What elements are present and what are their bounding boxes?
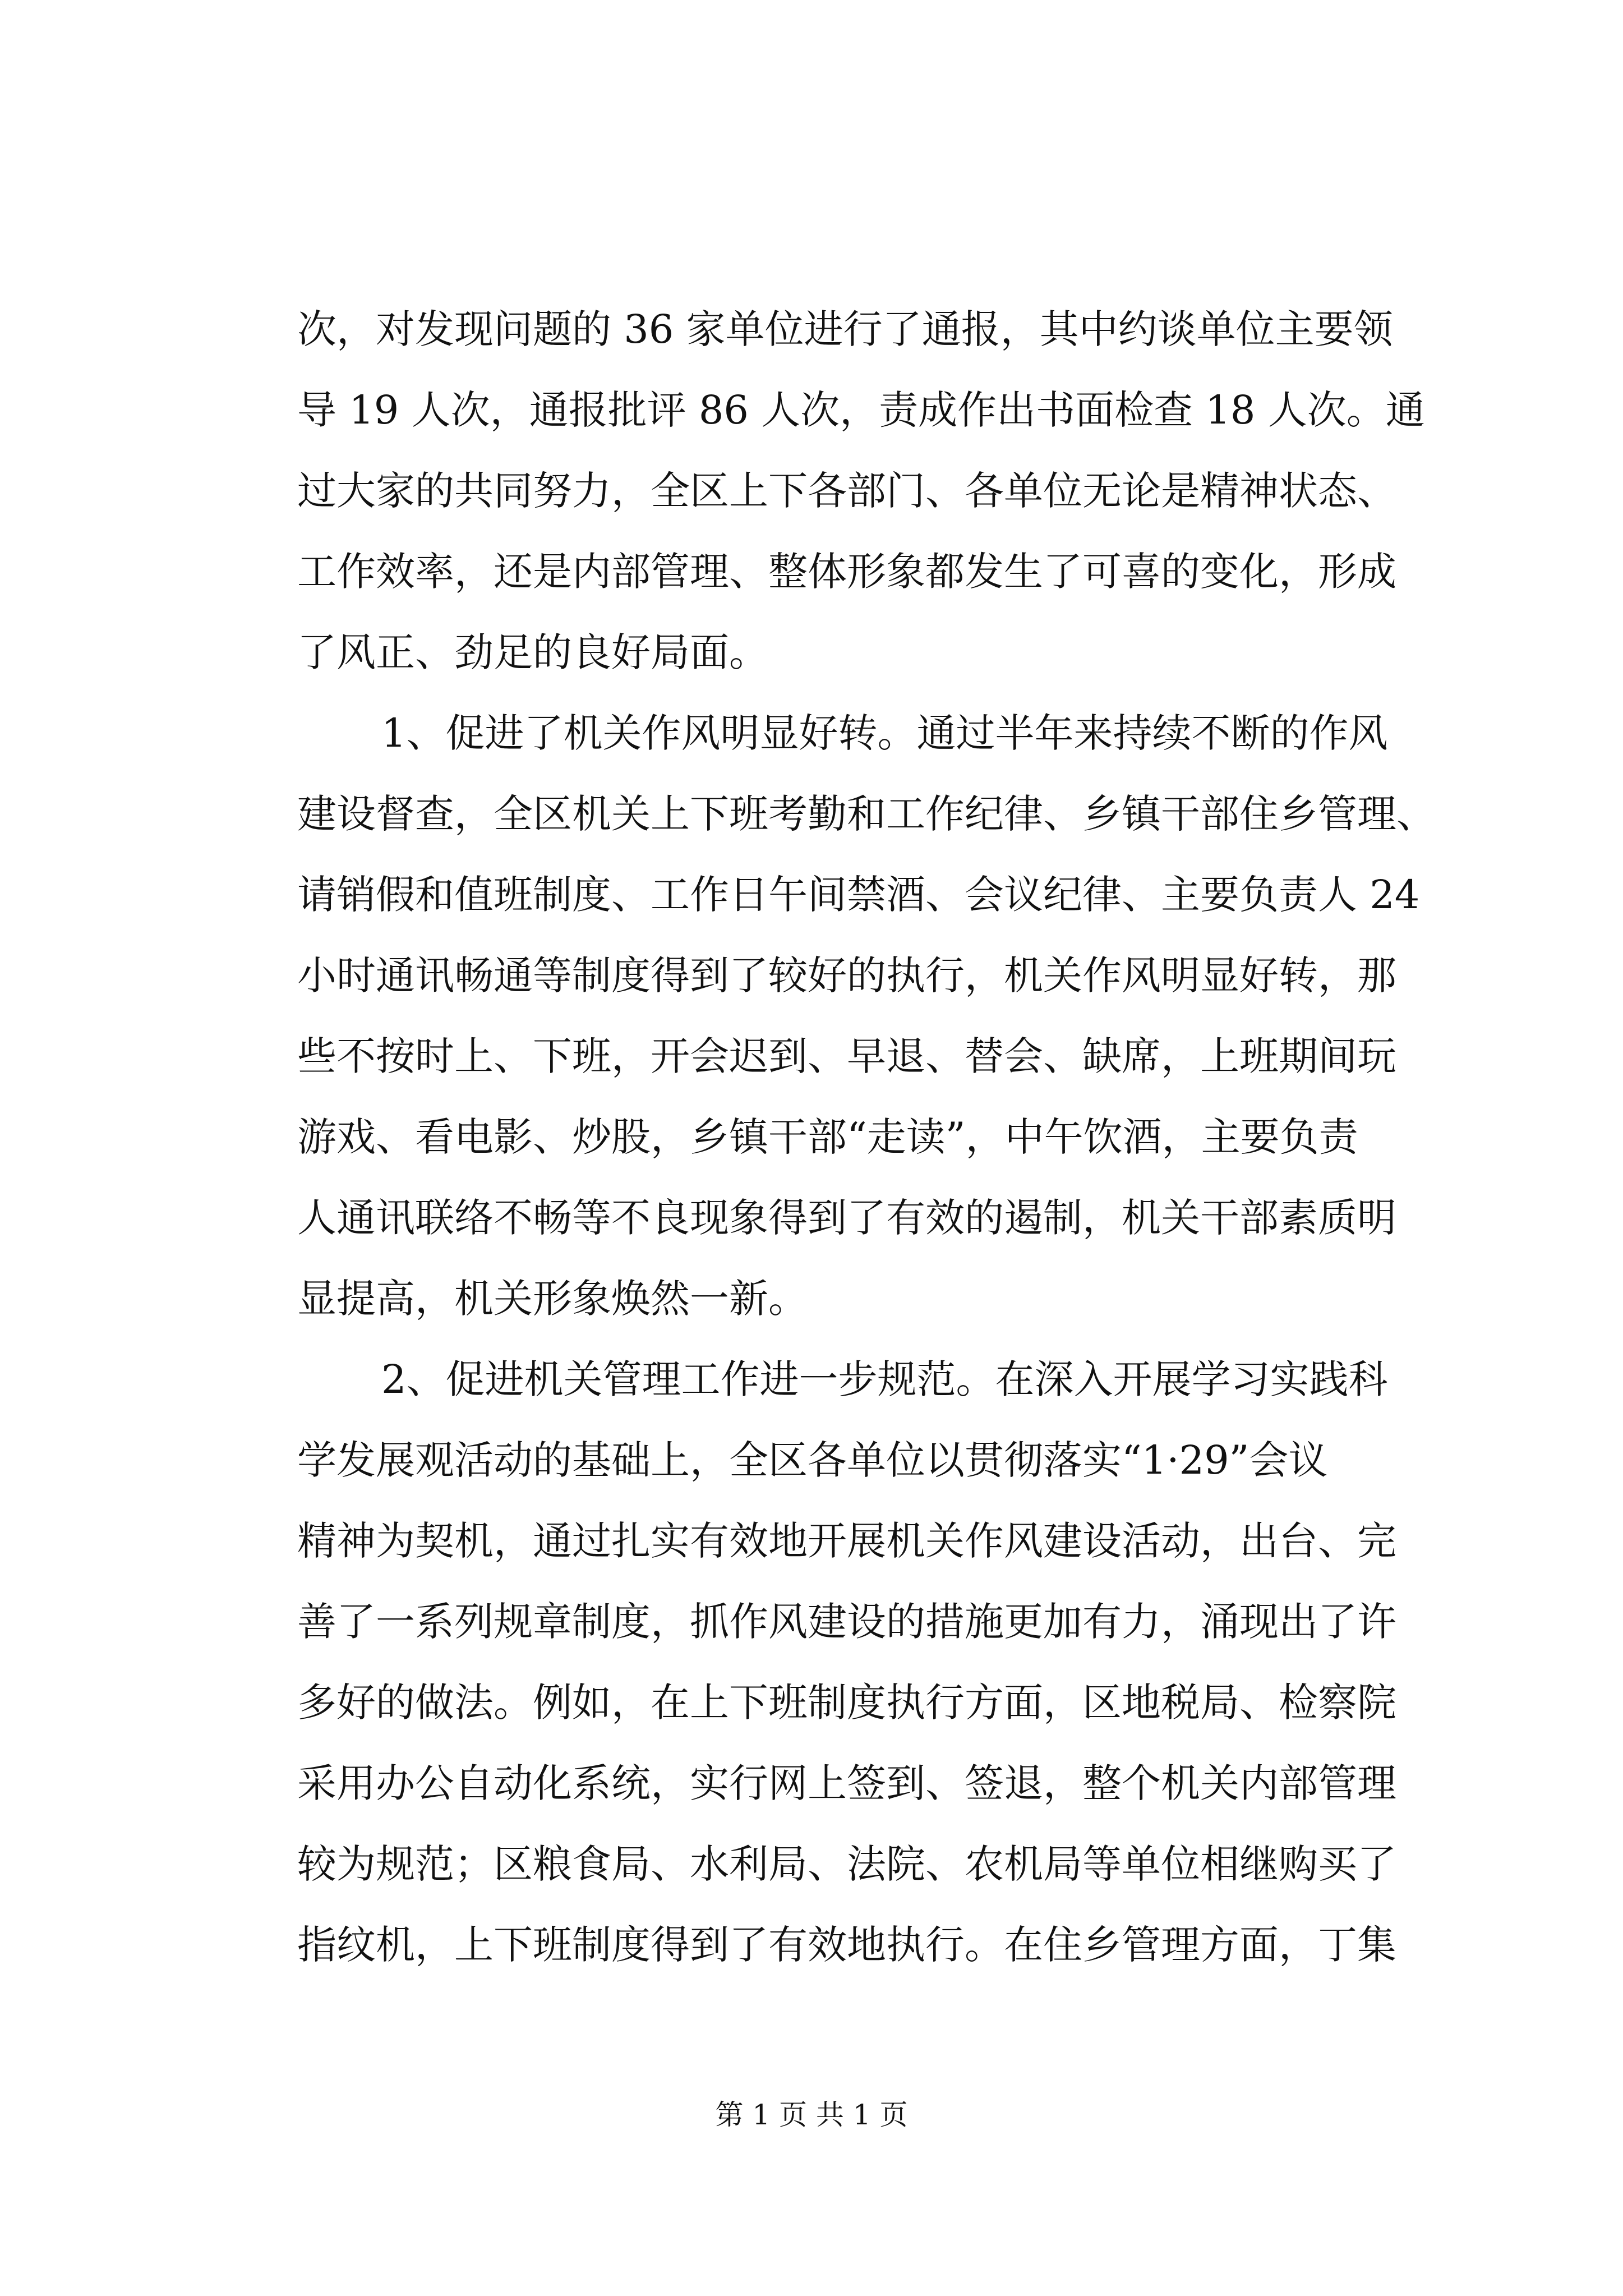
- text-line: 多好的做法。例如，在上下班制度执行方面，区地税局、检察院: [297, 1680, 1396, 1726]
- page-number: 第 1 页 共 1 页: [715, 2099, 908, 2131]
- paragraph-2-heading-line: 2、促进机关管理工作进一步规范。在深入开展学习实践科: [381, 1356, 1388, 1402]
- text-line: 善了一系列规章制度，抓作风建设的措施更加有力，涌现出了许: [297, 1599, 1396, 1645]
- text-line: 次，对发现问题的 36 家单位进行了通报，其中约谈单位主要领: [297, 306, 1393, 352]
- text-line: 游戏、看电影、炒股，乡镇干部“走读”，中午饮酒，主要负责: [297, 1114, 1358, 1160]
- text-line: 建设督查，全区机关上下班考勤和工作纪律、乡镇干部住乡管理、: [297, 791, 1436, 837]
- page-footer: [0, 2095, 1623, 2134]
- text-line: 请销假和值班制度、工作日午间禁酒、会议纪律、主要负责人 24: [297, 872, 1420, 918]
- text-line: 显提高，机关形象焕然一新。: [297, 1276, 808, 1322]
- paragraph-1-heading-line: 1、促进了机关作风明显好转。通过半年来持续不断的作风: [381, 710, 1388, 756]
- text-line: 导 19 人次，通报批评 86 人次，责成作出书面检查 18 人次。通: [297, 387, 1425, 433]
- text-line: 过大家的共同努力，全区上下各部门、各单位无论是精神状态、: [297, 468, 1396, 514]
- text-line: 小时通讯畅通等制度得到了较好的执行，机关作风明显好转，那: [297, 953, 1396, 999]
- body-text: [297, 289, 1436, 1985]
- text-line: 指纹机，上下班制度得到了有效地执行。在住乡管理方面，丁集: [297, 1922, 1396, 1968]
- text-line: 了风正、劲足的良好局面。: [297, 629, 768, 675]
- text-line: 人通讯联络不畅等不良现象得到了有效的遏制，机关干部素质明: [297, 1195, 1396, 1241]
- text-line: 工作效率，还是内部管理、整体形象都发生了可喜的变化，形成: [297, 549, 1396, 595]
- text-line: 些不按时上、下班，开会迟到、早退、替会、缺席，上班期间玩: [297, 1033, 1396, 1079]
- text-line: 较为规范；区粮食局、水利局、法院、农机局等单位相继购买了: [297, 1841, 1396, 1887]
- text-line: 学发展观活动的基础上，全区各单位以贯彻落实“1·29”会议: [297, 1437, 1328, 1483]
- text-line: 采用办公自动化系统，实行网上签到、签退，整个机关内部管理: [297, 1760, 1396, 1806]
- text-line: 精神为契机，通过扎实有效地开展机关作风建设活动，出台、完: [297, 1518, 1396, 1564]
